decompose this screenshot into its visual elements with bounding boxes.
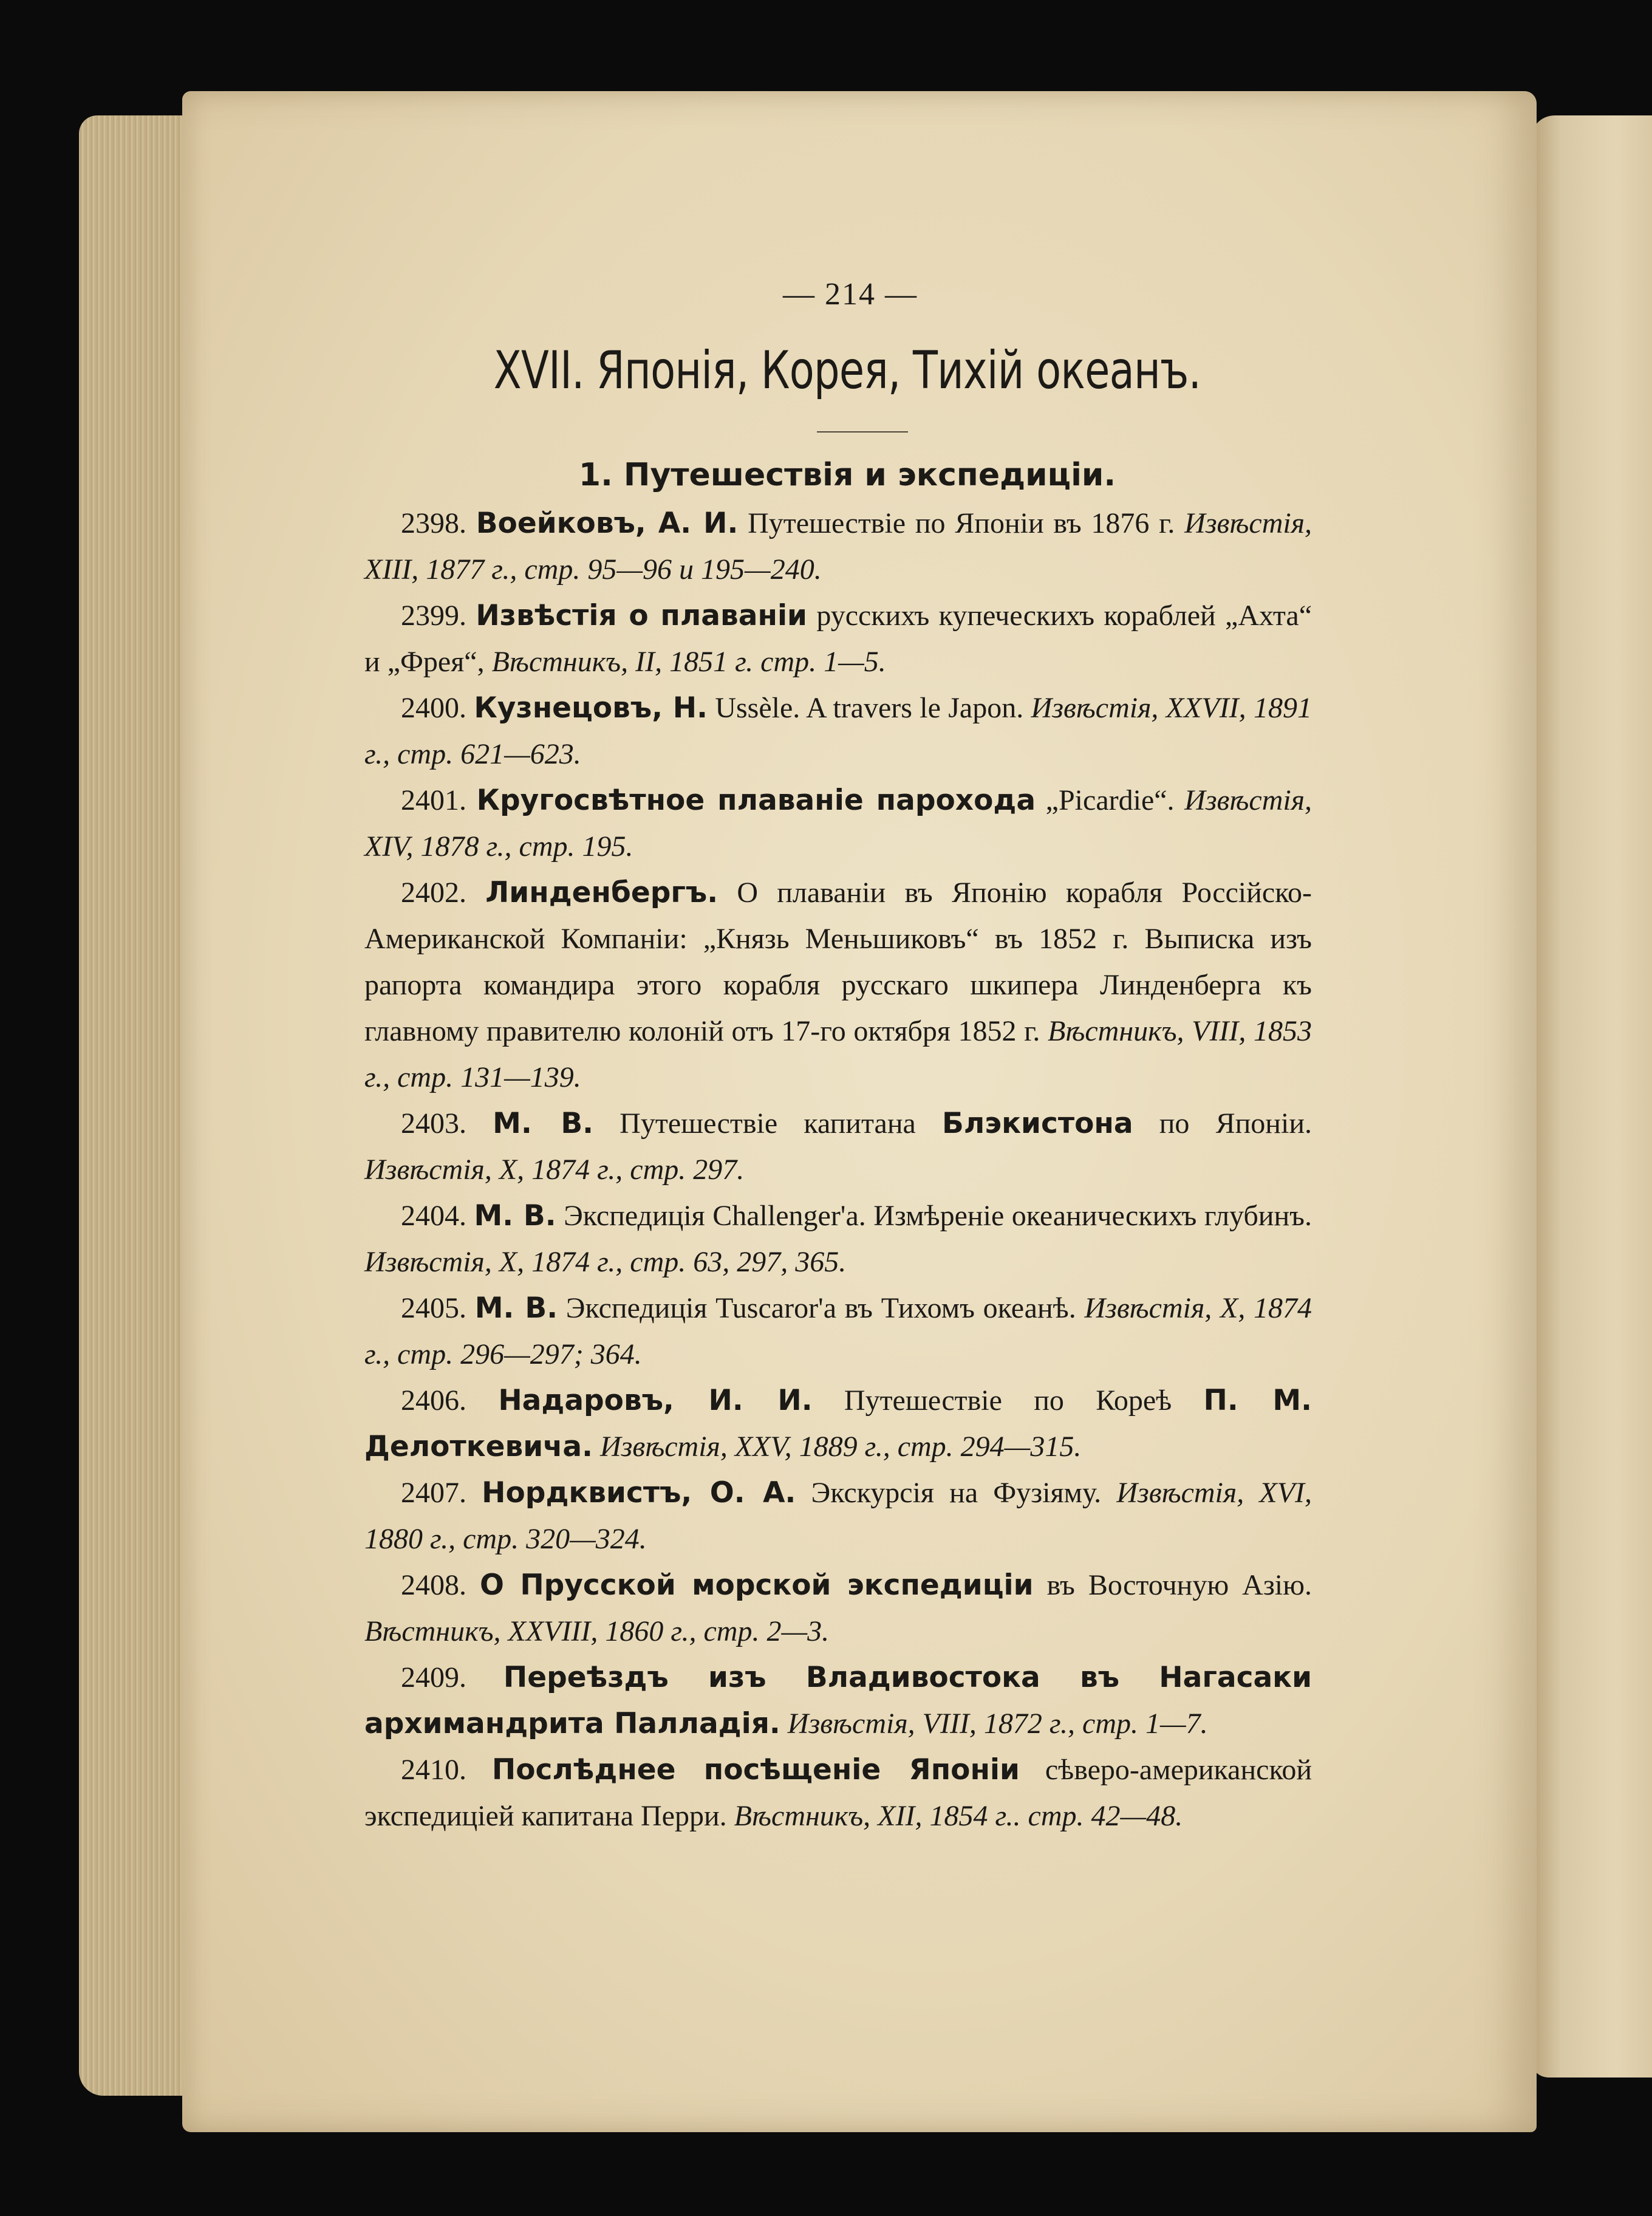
bibliography-entry [364,501,1312,593]
entry-number: 2408. [401,1569,466,1601]
entry-source: Вѣстникъ, II, 1851 г. стр. 1—5. [491,646,886,678]
entry-source: Извѣстія, XVI, 1880 г., стр. 320—324. [364,1477,1312,1555]
section-title: 1. Путешествія и экспедиціи. [578,457,1116,493]
entry-source: Извѣстія, XXV, 1889 г., стр. 294—315. [599,1431,1082,1463]
chapter-title: XVII. Японія, Корея, Тихій океанъ. [493,340,1201,401]
bibliography-entry [364,1101,1312,1193]
entry-source: Извѣстія, X, 1874 г., стр. 297. [364,1154,745,1186]
entry-author: Извѣстія о плаваніи [476,599,807,632]
entry-number: 2399. [401,600,466,632]
entry-description: О плаваніи въ Японію корабля Россійско-Американской Компаніи: „Князь Меньшиковъ“ въ 1852 г. Выписка изъ рапорта командира этого корабля русскаго шкипера Линденберга къ главному правителю колоній отъ 17-го октября 1852 г. [364,877,1312,1047]
entry-number: 2407. [401,1477,466,1509]
entry-subject-name: П. М. Делоткевича. [364,1384,1312,1463]
entry-number: 2404. [401,1200,466,1232]
entry-author: Переѣздъ изъ Владивостока въ Нагасаки архимандрита Палладія. [364,1661,1312,1740]
entry-source: Извѣстія, XXVII, 1891 г., стр. 621—623. [364,692,1312,770]
entry-source: Извѣстія, XIII, 1877 г., стр. 95—96 и 195—240. [364,507,1312,586]
bibliography-entry [364,1285,1312,1378]
bibliography-entry [364,1193,1312,1285]
entry-description: въ Восточную Азію. [1033,1569,1312,1601]
entry-description: Путешествіе по Японіи въ 1876 г. [738,507,1185,539]
entry-number: 2402. [401,877,466,909]
entry-source: Вѣстникъ, VIII, 1853 г., стр. 131—139. [364,1015,1312,1093]
entry-description: „Picardie“. [1036,784,1185,816]
entry-author: Кузнецовъ, Н. [474,691,708,725]
entry-author: Послѣднее посѣщеніе Японіи [491,1753,1020,1787]
entry-number: 2401. [401,784,466,816]
entry-number: 2403. [401,1107,466,1140]
bibliography-entry [364,870,1312,1101]
facing-page-edge [1531,115,1652,2078]
entry-description: Ussèle. A travers le Japon. [707,692,1031,724]
entry-description: Экскурсія на Фузіяму. [796,1477,1117,1509]
entry-author: Кругосвѣтное плаваніе парохода [476,784,1036,817]
bibliography-entry [364,1655,1312,1747]
entry-number: 2400. [401,692,466,724]
entry-number: 2409. [401,1661,466,1694]
entry-author: Нордквистъ, О. А. [482,1476,796,1510]
bibliography-entry [364,685,1312,778]
entry-author: М. В. [474,1199,556,1233]
page-text-column [364,267,1312,1839]
bibliography-entry [364,1378,1312,1470]
bibliography-entry [364,593,1312,685]
entry-source: Вѣстникъ, XXVIII, 1860 г., стр. 2—3. [364,1615,830,1647]
entry-description: Путешествіе капитана [593,1107,943,1140]
entry-author: М. В. [493,1107,594,1140]
entry-subject-name: Блэкистона [942,1107,1133,1140]
entry-source: Извѣстія, X, 1874 г., стр. 63, 297, 365. [364,1246,847,1278]
entry-description: Экспедиція Challenger'а. Измѣреніе океаническихъ глубинъ. [556,1200,1312,1232]
bibliography-entry [364,1747,1312,1839]
entry-description-cont: по Японіи. [1133,1107,1312,1140]
entry-description-cont [593,1431,600,1463]
entry-number: 2405. [401,1292,466,1324]
entry-description: сѣверо-американской экспедиціей капитана Перри. [364,1754,1312,1832]
entry-description: Экспедиція Tuscaror'а въ Тихомъ океанѣ. [558,1292,1085,1324]
bibliography-entry [364,1562,1312,1655]
entry-author: М. В. [474,1291,558,1325]
bibliography-entry [364,1470,1312,1562]
entry-author: О Прусской морской экспедиціи [480,1568,1034,1602]
bibliography-entry [364,778,1312,870]
entry-author: Воейковъ, А. И. [476,507,739,540]
entry-number: 2406. [401,1384,466,1417]
entry-author: Надаровъ, И. И. [498,1384,813,1417]
entry-source: Вѣстникъ, XII, 1854 г.. стр. 42—48. [734,1800,1183,1832]
entry-description: Путешествіе по Кореѣ [812,1384,1204,1417]
page-number: — 214 — [783,277,918,312]
entry-author: Линденбергъ. [485,876,718,909]
entry-source: Извѣстія, XIV, 1878 г., стр. 195. [364,784,1312,863]
title-divider [817,431,908,433]
entry-number: 2410. [401,1754,466,1786]
entry-source: Извѣстія, VIII, 1872 г., стр. 1—7. [787,1708,1208,1740]
entry-number: 2398. [401,507,466,539]
entry-description: русскихъ купеческихъ кораблей „Ахта“ и „Фрея“, [364,600,1312,678]
entry-source: Извѣстія, X, 1874 г., стр. 296—297; 364. [364,1292,1312,1370]
entry-description [780,1708,788,1740]
